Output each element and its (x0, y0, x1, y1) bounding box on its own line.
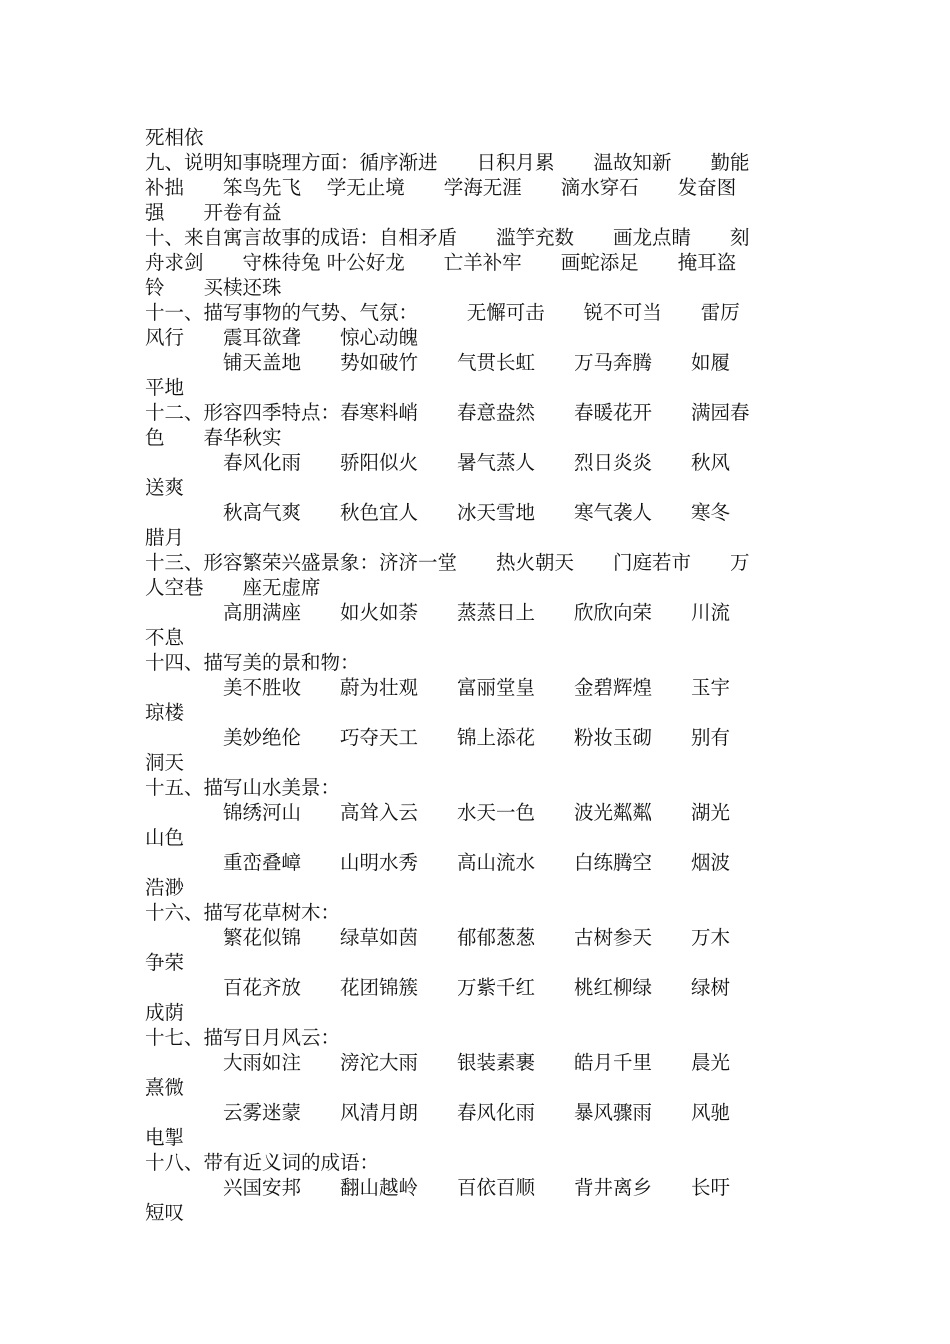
text-line: 风行 震耳欲聋 惊心动魄 (145, 326, 419, 349)
text-line: 十二、形容四季特点：春寒料峭 春意盎然 春暖花开 满园春 (145, 401, 750, 424)
text-line: 争荣 (145, 951, 185, 974)
text-line: 锦绣河山 高耸入云 水天一色 波光粼粼 湖光 (145, 801, 731, 824)
text-line: 洞天 (145, 751, 185, 774)
text-line: 送爽 (145, 476, 185, 499)
text-line: 人空巷 座无虚席 (145, 576, 321, 599)
text-line: 浩渺 (145, 876, 185, 899)
text-line: 十五、描写山水美景： (145, 776, 341, 799)
text-line: 腊月 (145, 526, 185, 549)
text-line: 死相依 (145, 126, 204, 149)
text-line: 不息 (145, 626, 185, 649)
text-line: 十四、描写美的景和物： (145, 651, 360, 674)
text-line: 电掣 (145, 1126, 185, 1149)
text-line: 十一、描写事物的气势、气氛： 无懈可击 锐不可当 雷厉 (145, 301, 740, 324)
text-line: 铃 买椟还珠 (145, 276, 282, 299)
text-line: 繁花似锦 绿草如茵 郁郁葱葱 古树参天 万木 (145, 926, 731, 949)
text-line: 熹微 (145, 1076, 185, 1099)
text-line: 十七、描写日月风云： (145, 1026, 341, 1049)
text-line: 十八、带有近义词的成语： (145, 1151, 380, 1174)
text-line: 十、来自寓言故事的成语：自相矛盾 滥竽充数 画龙点睛 刻 (145, 226, 750, 249)
text-line: 云雾迷蒙 风清月朗 春风化雨 暴风骤雨 风驰 (145, 1101, 731, 1124)
text-line: 兴国安邦 翻山越岭 百依百顺 背井离乡 长吁 (145, 1176, 731, 1199)
text-line: 春风化雨 骄阳似火 暑气蒸人 烈日炎炎 秋风 (145, 451, 731, 474)
text-line: 平地 (145, 376, 185, 399)
text-line: 高朋满座 如火如荼 蒸蒸日上 欣欣向荣 川流 (145, 601, 731, 624)
text-line: 色 春华秋实 (145, 426, 282, 449)
text-line: 九、说明知事晓理方面：循序渐进 日积月累 温故知新 勤能 (145, 151, 750, 174)
text-line: 十三、形容繁荣兴盛景象：济济一堂 热火朝天 门庭若市 万 (145, 551, 750, 574)
text-line: 成荫 (145, 1001, 185, 1024)
text-line: 补拙 笨鸟先飞 学无止境 学海无涯 滴水穿石 发奋图 (145, 176, 737, 199)
text-line: 十六、描写花草树木： (145, 901, 341, 924)
text-line: 强 开卷有益 (145, 201, 282, 224)
text-line: 山色 (145, 826, 185, 849)
text-line: 美不胜收 蔚为壮观 富丽堂皇 金碧辉煌 玉宇 (145, 676, 731, 699)
text-line: 秋高气爽 秋色宜人 冰天雪地 寒气袭人 寒冬 (145, 501, 731, 524)
text-line: 短叹 (145, 1201, 185, 1224)
text-line: 美妙绝伦 巧夺天工 锦上添花 粉妆玉砌 别有 (145, 726, 731, 749)
text-line: 铺天盖地 势如破竹 气贯长虹 万马奔腾 如履 (145, 351, 731, 374)
text-line: 大雨如注 滂沱大雨 银装素裹 皓月千里 晨光 (145, 1051, 731, 1074)
text-line: 百花齐放 花团锦簇 万紫千红 桃红柳绿 绿树 (145, 976, 731, 999)
text-line: 重峦叠嶂 山明水秀 高山流水 白练腾空 烟波 (145, 851, 731, 874)
text-line: 舟求剑 守株待兔 叶公好龙 亡羊补牢 画蛇添足 掩耳盗 (145, 251, 737, 274)
text-line: 琼楼 (145, 701, 185, 724)
